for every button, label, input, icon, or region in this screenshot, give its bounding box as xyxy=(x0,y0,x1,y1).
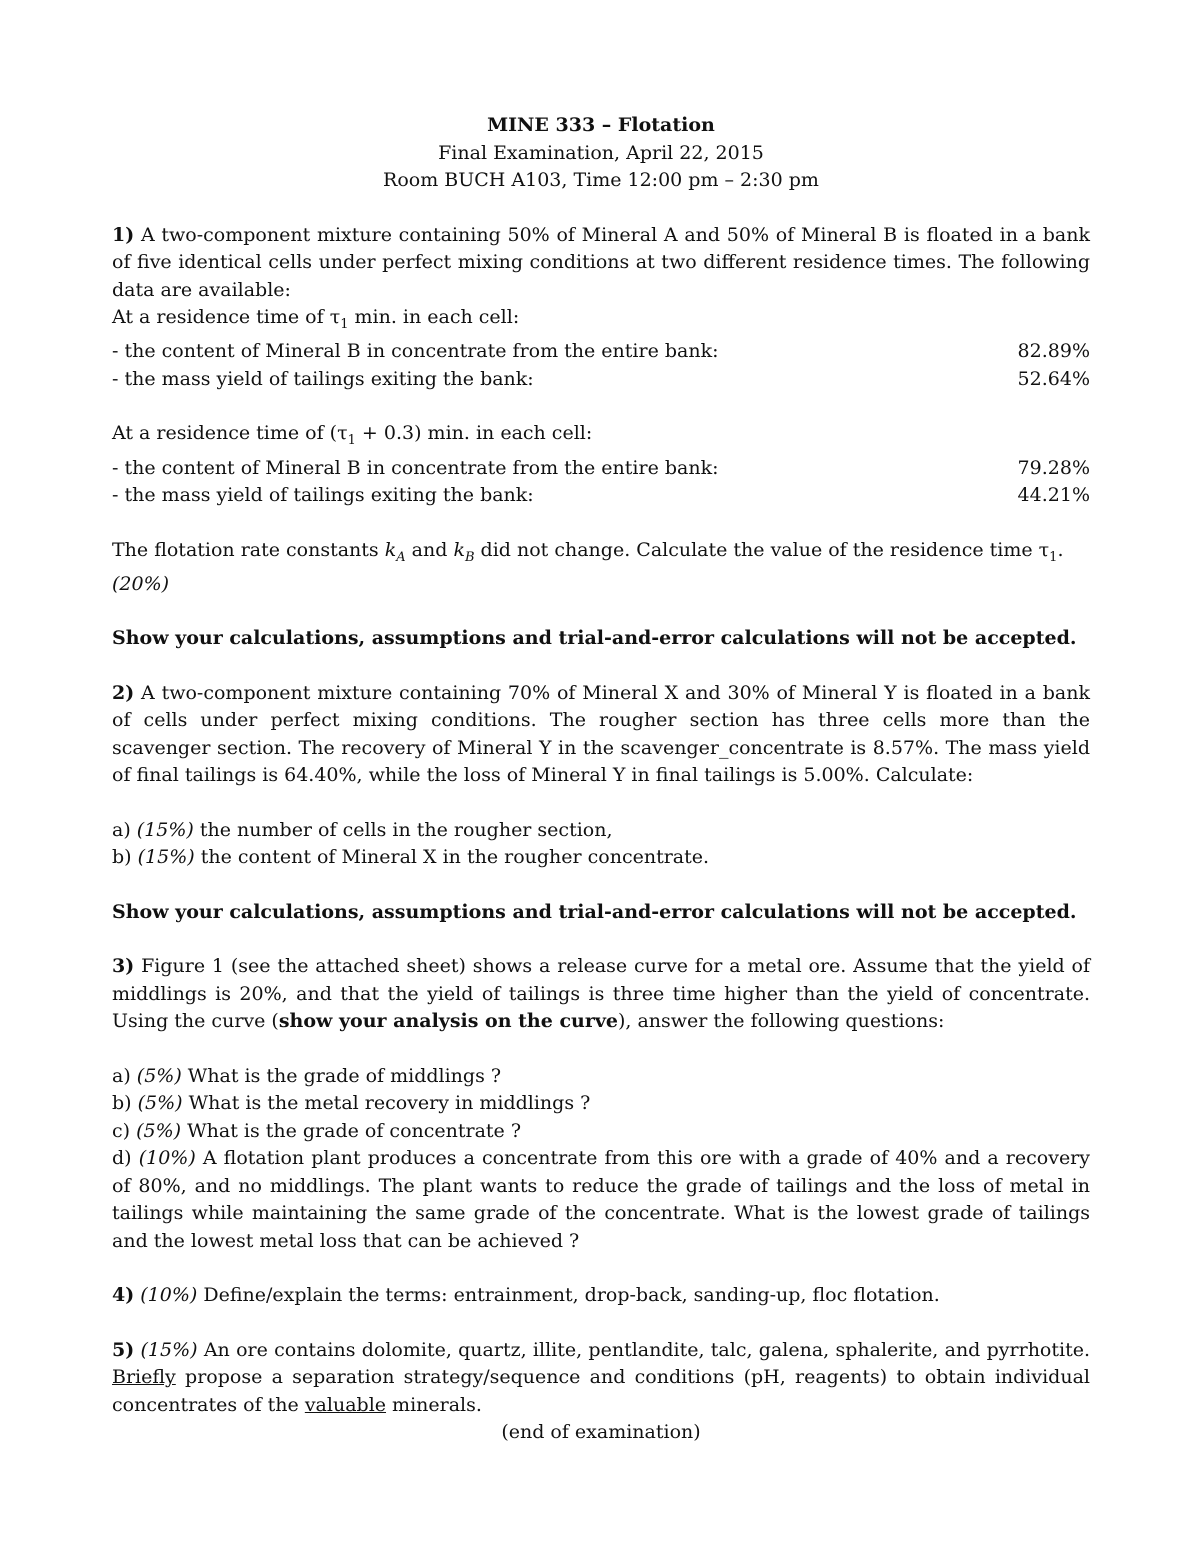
question-5-text: 5) (15%) An ore contains dolomite, quartz, illite, pentlandite, talc, galena, sphalerite, and pyrrhotite. Briefly propose a separation strategy/sequence and conditions (pH, reagents) to obtain individual concentrates of the valuable minerals. xyxy=(112,1338,1090,1416)
question-4-text: 4) (10%) Define/explain the terms: entrainment, drop-back, sanding-up, floc flotation. xyxy=(112,1284,940,1307)
exam-subtitle: Final Examination, April 22, 2015 xyxy=(438,141,764,164)
exam-title: MINE 333 – Flotation xyxy=(487,114,715,136)
question-2-number: 2) xyxy=(112,681,135,704)
question-1-case-1-row-1: - the content of Mineral B in concentrate from the entire bank: 82.89% xyxy=(112,340,1090,363)
question-1-case-1-row-2: - the mass yield of tailings exiting the bank: 52.64% xyxy=(112,367,1090,390)
calculation-note-2: Show your calculations, assumptions and trial-and-error calculations will not be accepted. xyxy=(112,900,1077,923)
exam-page xyxy=(112,112,1090,1447)
question-3-part-a: a) (5%) What is the grade of middlings ? xyxy=(112,1064,502,1087)
calculation-note-1: Show your calculations, assumptions and trial-and-error calculations will not be accepted. xyxy=(112,627,1077,650)
question-1-task: The flotation rate constants $k_A$ and $k_B$ did not change. Calculate the value of the residence time $\tau_1$. xyxy=(112,538,1064,565)
question-1-weight: (20%) xyxy=(112,572,170,595)
question-4-number: 4) xyxy=(112,1284,135,1307)
question-1-case-2: At a residence time of $(\tau_1 + 0.3)$ min. in each cell: xyxy=(112,422,593,449)
question-3-text: 3) Figure 1 (see the attached sheet) shows a release curve for a metal ore. Assume that the yield of middlings is 20%, and that the yield of tailings is three time higher than the yield of concentrate. Using the curve (show your analysis on the curve), answer the following questions: xyxy=(112,955,1091,1033)
question-1-case-2-row-2: - the mass yield of tailings exiting the bank: 44.21% xyxy=(112,484,1090,507)
question-2-part-b: b) (15%) the content of Mineral X in the rougher concentrate. xyxy=(112,846,710,869)
question-1-case-2-row-1: - the content of Mineral B in concentrate from the entire bank: 79.28% xyxy=(112,456,1090,479)
question-1-intro: 1) A two-component mixture containing 50% of Mineral A and 50% of Mineral B is floated in a bank of five identical cells under perfect mixing conditions at two different residence times. The following data are available: xyxy=(112,223,1090,301)
question-3-part-b: b) (5%) What is the metal recovery in middlings ? xyxy=(112,1092,591,1115)
question-1-case-1: At a residence time of $\tau_1$ min. in each cell: xyxy=(112,306,520,332)
exam-room-time: Room BUCH A103, Time 12:00 pm – 2:30 pm xyxy=(383,169,819,191)
question-1-number: 1) xyxy=(112,223,135,246)
question-3-part-d: d) (10%) A flotation plant produces a concentrate from this ore with a grade of 40% and a recovery of 80%, and no middlings. The plant wants to reduce the grade of tailings and the loss of metal in tailings while maintaining the same grade of the concentrate. What is the lowest grade of tailings and the lowest metal loss that can be achieved ? xyxy=(112,1147,1091,1252)
question-2-text: 2) A two-component mixture containing 70% of Mineral X and 30% of Mineral Y is floated in a bank of cells under perfect mixing conditions. The rougher section has three cells more than the scavenger section. The recovery of Mineral Y in the scavenger_concentrate is 8.57%. The mass yield of final tailings is 64.40%, while the loss of Mineral Y in final tailings is 5.00%. Calculate: xyxy=(112,681,1090,787)
question-2-part-a: a) (15%) the number of cells in the rougher section, xyxy=(112,818,613,841)
question-5-number: 5) xyxy=(112,1338,135,1361)
question-3-number: 3) xyxy=(112,955,135,978)
end-of-examination: (end of examination) xyxy=(501,1421,701,1444)
question-3-part-c: c) (5%) What is the grade of concentrate ? xyxy=(112,1119,522,1142)
